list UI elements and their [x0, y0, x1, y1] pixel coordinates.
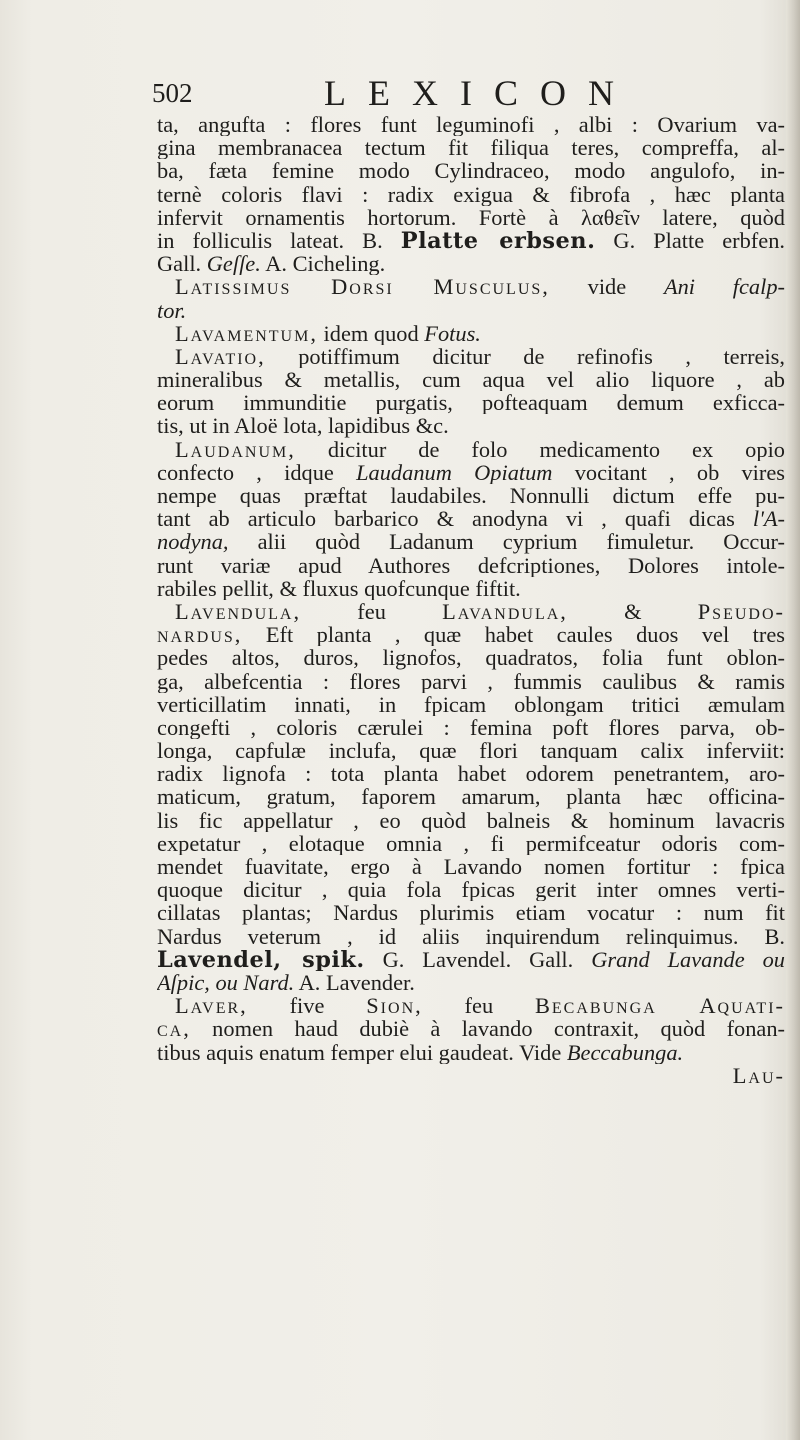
- text-run: A. Cicheling.: [260, 252, 386, 276]
- text-run: ternè coloris flavi : radix exigua & fibrofa , hæc planta: [157, 182, 785, 206]
- page-edge-shadow: [786, 0, 800, 1440]
- italic-run: Aſpic, ou Nard.: [157, 970, 295, 995]
- text-line: [157, 368, 785, 391]
- text-run: pedes altos, duros, lignofos, quadratos, folia funt oblon-: [157, 646, 785, 670]
- text-line: [157, 322, 785, 345]
- lexicon-entry: [157, 345, 785, 438]
- italic-run: Laudanum Opiatum: [356, 460, 553, 484]
- text-run: A. Lavender.: [294, 970, 415, 995]
- text-line: [157, 1017, 785, 1040]
- text-run: cillatas plantas; Nardus plurimis etiam vocatur : num fit: [157, 901, 785, 925]
- page-header: [152, 72, 792, 112]
- text-line: [157, 530, 785, 553]
- headword: Lavendula,: [175, 599, 302, 624]
- text-run: &: [567, 599, 698, 624]
- text-line: [157, 345, 785, 368]
- text-line: [157, 762, 785, 785]
- text-run: ba, fæta femine modo Cylindraceo, modo angulofo, in-: [157, 159, 785, 183]
- text-run: Eft planta , quæ habet caules duos vel tres: [242, 623, 785, 647]
- text-line: [157, 1041, 785, 1064]
- text-run: radix lignofa : tota planta habet odorem penetrantem, aro-: [157, 762, 785, 786]
- headword: Lavamentum,: [175, 321, 318, 345]
- text-run: maticum, gratum, faporem amarum, planta hæc officina-: [157, 785, 785, 809]
- lexicon-entry: [157, 994, 785, 1064]
- text-run: eorum immunditie purgatis, pofteaquam demum exficca-: [157, 391, 785, 415]
- text-run: expetatur , elotaque omnia , fi permifceatur odoris com-: [157, 831, 785, 855]
- text-line: [157, 159, 785, 182]
- text-run: quoque dicitur , quia fola fpicas gerit inter omnes verti-: [157, 878, 785, 902]
- text-run: confecto , idque: [157, 460, 357, 484]
- lexicon-entry: [157, 275, 785, 321]
- text-line: [157, 299, 785, 322]
- text-run: runt variæ apud Authores defcriptiones, Dolores intole-: [157, 553, 785, 577]
- headword: Becabunga Aquati-: [534, 994, 785, 1018]
- text-line: [157, 275, 785, 298]
- text-line: [157, 739, 785, 762]
- text-line: [157, 809, 785, 832]
- text-line: [157, 600, 785, 623]
- text-line: [157, 623, 785, 646]
- text-run: vide: [549, 275, 664, 299]
- text-run: tis, ut in Aloë lota, lapidibus &c.: [157, 414, 449, 438]
- text-line: [157, 785, 785, 808]
- text-run: ga, albefcentia : flores parvi , fummis caulibus & ramis: [157, 669, 785, 693]
- text-run: in folliculis lateat. B.: [157, 228, 401, 253]
- text-line: [157, 832, 785, 855]
- text-line: [157, 693, 785, 716]
- text-run: mendet fuavitate, ergo à Lavando nomen fortitur : fpica: [157, 855, 785, 879]
- text-run: nomen haud dubiè à lavando contraxit, quòd fonan-: [190, 1017, 785, 1041]
- text-run: nempe quas præftat laudabiles. Nonnulli dictum effe pu-: [157, 484, 785, 508]
- text-run: alii quòd Ladanum cyprium fimuletur. Occur-: [228, 530, 785, 554]
- text-line: [157, 716, 785, 739]
- headword: Sion,: [366, 994, 423, 1018]
- text-line: [157, 554, 785, 577]
- headword: Lavandula,: [442, 599, 568, 624]
- italic-run: Beccabunga.: [566, 1040, 684, 1064]
- catchword: Lau-: [732, 1063, 785, 1087]
- text-run: congefti , coloris cærulei : femina poft flores parva, ob-: [157, 715, 785, 740]
- text-line: [157, 414, 785, 437]
- text-line: [157, 206, 785, 229]
- text-line: [157, 971, 785, 994]
- text-run: mineralibus & metallis, cum aqua vel alio liquore , ab: [157, 368, 785, 392]
- page-number: 502: [152, 78, 193, 108]
- text-run: tibus aquis enatum femper elui gaudeat. Vide: [157, 1040, 567, 1064]
- text-run: G. Platte erbfen.: [595, 228, 785, 253]
- italic-run: Geſſe.: [206, 252, 261, 276]
- text-run: five: [247, 994, 367, 1018]
- text-run: longa, capfulæ inclufa, quæ flori tanquam calix inferviit:: [157, 739, 785, 763]
- text-line: [157, 183, 785, 206]
- text-line: [157, 113, 785, 136]
- lexicon-entry: [157, 600, 785, 994]
- italic-run: Fotus.: [424, 321, 481, 345]
- headword: nardus,: [157, 623, 243, 647]
- text-line: [157, 670, 785, 693]
- text-run: potiffimum dicitur de refinofis , terreis,: [265, 344, 785, 369]
- text-run: rabiles pellit, & fluxus quofcunque fiftit.: [157, 576, 521, 600]
- headword: Pseudo-: [697, 599, 785, 624]
- headword: Lavatio,: [175, 344, 266, 369]
- text-line: [157, 229, 785, 252]
- text-line: [157, 577, 785, 600]
- text-line: [157, 948, 785, 971]
- blackletter-run: Platte erbsen.: [400, 228, 596, 253]
- text-line: [157, 994, 785, 1017]
- text-line: [157, 878, 785, 901]
- headword: Laver,: [175, 994, 248, 1018]
- headword: ca,: [157, 1017, 191, 1041]
- text-run: verticillatim innati, in fpicam oblongam tritici æmulam: [157, 692, 785, 716]
- text-run: Gall.: [157, 252, 207, 276]
- text-line: [157, 901, 785, 924]
- text-run: feu: [422, 994, 535, 1018]
- headword: Laudanum,: [175, 437, 296, 461]
- italic-run: Ani fcalp-: [663, 275, 785, 299]
- text-run: dicitur de folo medicamento ex opio: [295, 437, 785, 461]
- text-run: ta, angufta : flores funt leguminofi , albi : Ovarium va-: [157, 113, 785, 137]
- italic-run: l'A-: [752, 507, 785, 531]
- lexicon-text: [157, 113, 785, 1087]
- text-run: infervit ornamentis hortorum. Fortè à λαθεῖν latere, quòd: [157, 205, 785, 229]
- text-line: [157, 461, 785, 484]
- lexicon-entry: [157, 322, 785, 345]
- text-run: tant ab articulo barbarico & anodyna vi , quafi dicas: [157, 507, 753, 531]
- lexicon-entry: [157, 113, 785, 275]
- text-line: [157, 484, 785, 507]
- blackletter-run: Lavendel, spik.: [157, 947, 365, 971]
- text-run: feu: [301, 599, 443, 624]
- headword: Latissimus Dorsi Musculus,: [175, 275, 550, 299]
- text-run: vocitant , ob vires: [552, 460, 785, 484]
- text-line: [157, 136, 785, 159]
- text-line: [157, 855, 785, 878]
- text-line: [157, 507, 785, 530]
- lexicon-entry: [157, 438, 785, 600]
- text-run: lis fic appellatur , eo quòd balneis & hominum lavacris: [157, 808, 785, 832]
- italic-run: nodyna,: [157, 530, 229, 554]
- text-line: [157, 925, 785, 948]
- text-line: [157, 438, 785, 461]
- text-run: G. Lavendel. Gall.: [364, 947, 592, 971]
- text-line: [157, 252, 785, 275]
- text-line: [157, 391, 785, 414]
- running-title: LEXICON: [324, 73, 636, 113]
- text-run: gina membranacea tectum fit filiqua teres, compreffa, al-: [157, 136, 785, 160]
- italic-run: Grand Lavande ou: [591, 947, 785, 971]
- text-run: Nardus veterum , id aliis inquirendum relinquimus. B.: [157, 924, 785, 948]
- text-run: idem quod: [317, 321, 425, 345]
- italic-run: tor.: [157, 298, 187, 322]
- text-line: [157, 646, 785, 669]
